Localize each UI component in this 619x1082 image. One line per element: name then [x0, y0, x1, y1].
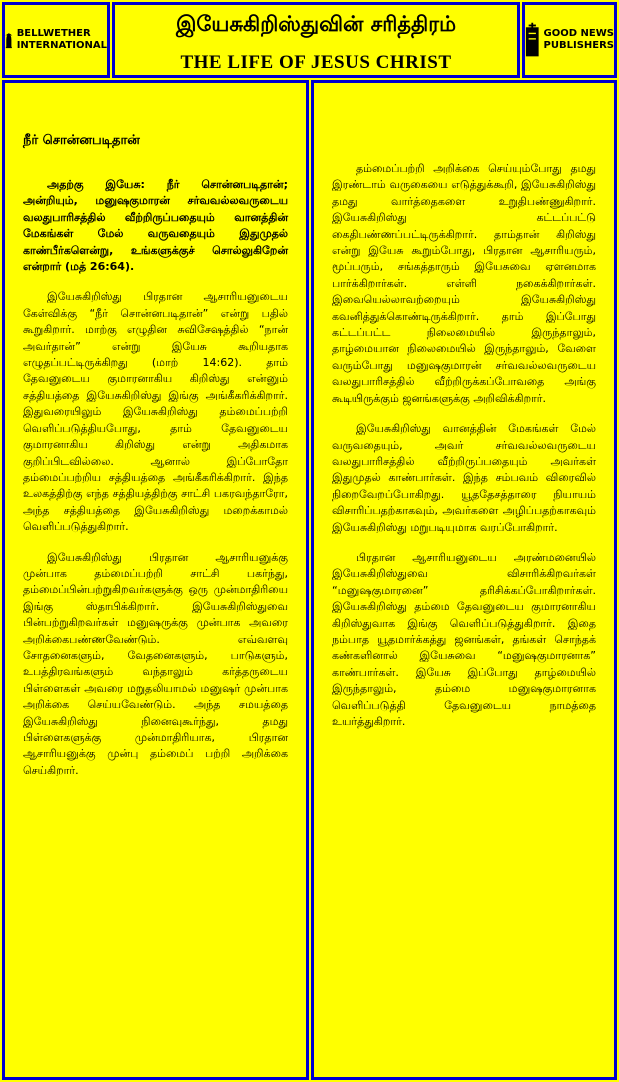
scripture-quote: அதற்கு இயேசு: நீர் சொன்னபடிதான்; அன்றியும், மனுஷகுமாரன் சர்வவல்லவருடைய வலதுபாரிசத்தில் வீற்றிருப்பதையும் வானத்தின் மேகங்கள் மேல் வருவதையும் இதுமுதல் காண்பீர்களென்று, உங்களுக்குச் சொல்லுகிறேன் என்றார் (மத் 26:64). — [23, 178, 288, 274]
right-paragraph-2: இயேசுகிறிஸ்து வானத்தின் மேகங்கள் மேல் வருவதையும், அவர் சர்வவல்லவருடைய வலதுபாரிசத்தில் வீற்றிருப்பதையும் அவர்கள் இதுமுதல் காண்பார்கள். இந்த சம்பவம் விரைவில் நிறைவேறப்போகிறது. யூததேசத்தாரை நியாயம் விசாரிப்பதற்காகவும், அவர்களை அழிப்பதற்காகவும் இயேசுகிறிஸ்து மறுபடியுமாக வரப்போகிறார். — [332, 422, 596, 534]
page-title-english: THE LIFE OF JESUS CHRIST — [180, 52, 452, 73]
logo-bellwether — [2, 2, 110, 78]
left-column — [2, 80, 309, 1080]
right-paragraph-1: தம்மைப்பற்றி அறிக்கை செய்யும்போது தமது இரண்டாம் வருகையை எடுத்துக்கூறி, இயேசுகிறிஸ்து தமது வார்த்தைகளை உறுதிபண்ணுகிறார். இயேசுகிறிஸ்து கட்டப்பட்டு கைதிபண்ணப்பட்டிருக்கிறார். தாம்தான் கிறிஸ்து என்று இயேசு கூறும்போது, பிரதான ஆசாரியரும், மூப்பரும், சங்கத்தாரும் இயேசுவை ஏளனமாக பார்க்கிறார்கள். எள்ளி நகைக்கிறார்கள். இவையெல்லாவற்றையும் இயேசுகிறிஸ்து கவனித்துக்கொண்டிருக்கிறார். தாம் இப்போது கட்டப்பட்ட நிலைமையில் இருந்தாலும், தாழ்மையான நிலைமையில் இருந்தாலும், வேளை வரும்போது மனுஷகுமாரன் சர்வவல்லவருடைய வலதுபாரிசத்தில் வீற்றிருக்கப்போவதை அங்கு கூடியிருக்கும் ஜனங்களுக்கு அறிவிக்கிறார். — [332, 162, 596, 405]
left-paragraph-2: இயேசுகிறிஸ்து பிரதான ஆசாரியனுக்கு முன்பாக தம்மைப்பற்றி சாட்சி பகர்ந்து, தம்மைப்பின்பற்றுகிறவர்களுக்கு ஒரு முன்மாதிரியை இங்கு ஸ்தாபிக்கிறார். இயேசுகிறிஸ்துவை பின்பற்றுகிறவர்கள் மனுஷருக்கு முன்பாக அவரை அறிக்கைபண்ணவேண்டும். எவ்வளவு சோதனைகளும், வேதனைகளும், பாடுகளும், உபத்திரவங்களும் வந்தாலும் கர்த்தருடைய பிள்ளைகள் அவரை மறுதலியாமல் மனுஷர் முன்பாக அறிக்கை செய்யவேண்டும். அந்த சமயத்தை இயேசுகிறிஸ்து நினைவுகூர்ந்து, தமது பிள்ளைகளுக்கு முன்மாதிரியாக, பிரதான ஆசாரியனுக்கு முன்பு தம்மைப் பற்றி அறிக்கை செய்கிறார். — [23, 550, 288, 777]
logo-right-line2: PUBLISHERS — [543, 40, 614, 51]
logo-good-news — [522, 2, 617, 78]
logo-left-line2: INTERNATIONAL — [16, 40, 107, 51]
page-title-tamil: இயேசுகிறிஸ்துவின் சரித்திரம் — [175, 12, 457, 36]
logo-right-line1: GOOD NEWS — [543, 28, 614, 39]
logo-left-line1: BELLWETHER — [16, 28, 91, 39]
ram-icon — [5, 20, 13, 60]
section-heading: நீர் சொன்னபடிதான் — [23, 133, 140, 148]
title-box — [112, 2, 520, 78]
right-column — [311, 80, 617, 1080]
right-paragraph-3: பிரதான ஆசாரியனுடைய அரண்மனையில் இயேசுகிறிஸ்துவை விசாரிக்கிறவர்கள் “மனுஷகுமாரனை” தரிசிக்கப்போகிறார்கள். இயேசுகிறிஸ்து தம்மை தேவனுடைய குமாரனாகிய கிறிஸ்துவாக இங்கு வெளிப்படுத்துகிறார். இதை நம்பாத யூதமார்க்கத்து ஜனங்கள், தங்கள் சொந்தக் கண்களினால் இயேசுவை “மனுஷகுமாரனாக” காண்பார்கள். இயேசு இப்போது தாழ்மையில் இருந்தாலும், தம்மை மனுஷகுமாரனாக வெளிப்படுத்தி தேவனுடைய நாமத்தை உயர்த்துகிறார். — [332, 550, 596, 728]
gospel-book-icon — [525, 20, 540, 60]
left-paragraph-1: இயேசுகிறிஸ்து பிரதான ஆசாரியனுடைய கேள்விக்கு “நீர் சொன்னபடிதான்” என்று பதில் கூறுகிறார். மாற்கு எழுதின சுவிசேஷத்தில் “நான் அவர்தான்” என்று இயேசு கூறியதாக எழுதப்பட்டிருக்கிறது (மாற் 14:62). தாம் தேவனுடைய குமாரனாகிய கிறிஸ்து என்னும் சத்தியத்தை இயேசுகிறிஸ்து இங்கு அங்கீகரிக்கிறார். இதுவரையிலும் இயேசுகிறிஸ்து தம்மைப்பற்றி வெளிப்படுத்தியபோது, தாம் தேவனுடைய குமாரனாகிய கிறிஸ்து என்று அதிகமாக குறிப்பிடவில்லை. ஆனால் இப்போதோ தம்மைப்பற்றிய சத்தியத்தை அங்கீகரிக்கிறார். இந்த உலகத்திற்கு எந்த சத்தியத்திற்கு சாட்சி பகரவந்தாரோ, அந்த சத்தியத்தை இயேசுகிறிஸ்து மறைக்காமல் வெளிப்படுத்துகிறார். — [23, 290, 288, 534]
